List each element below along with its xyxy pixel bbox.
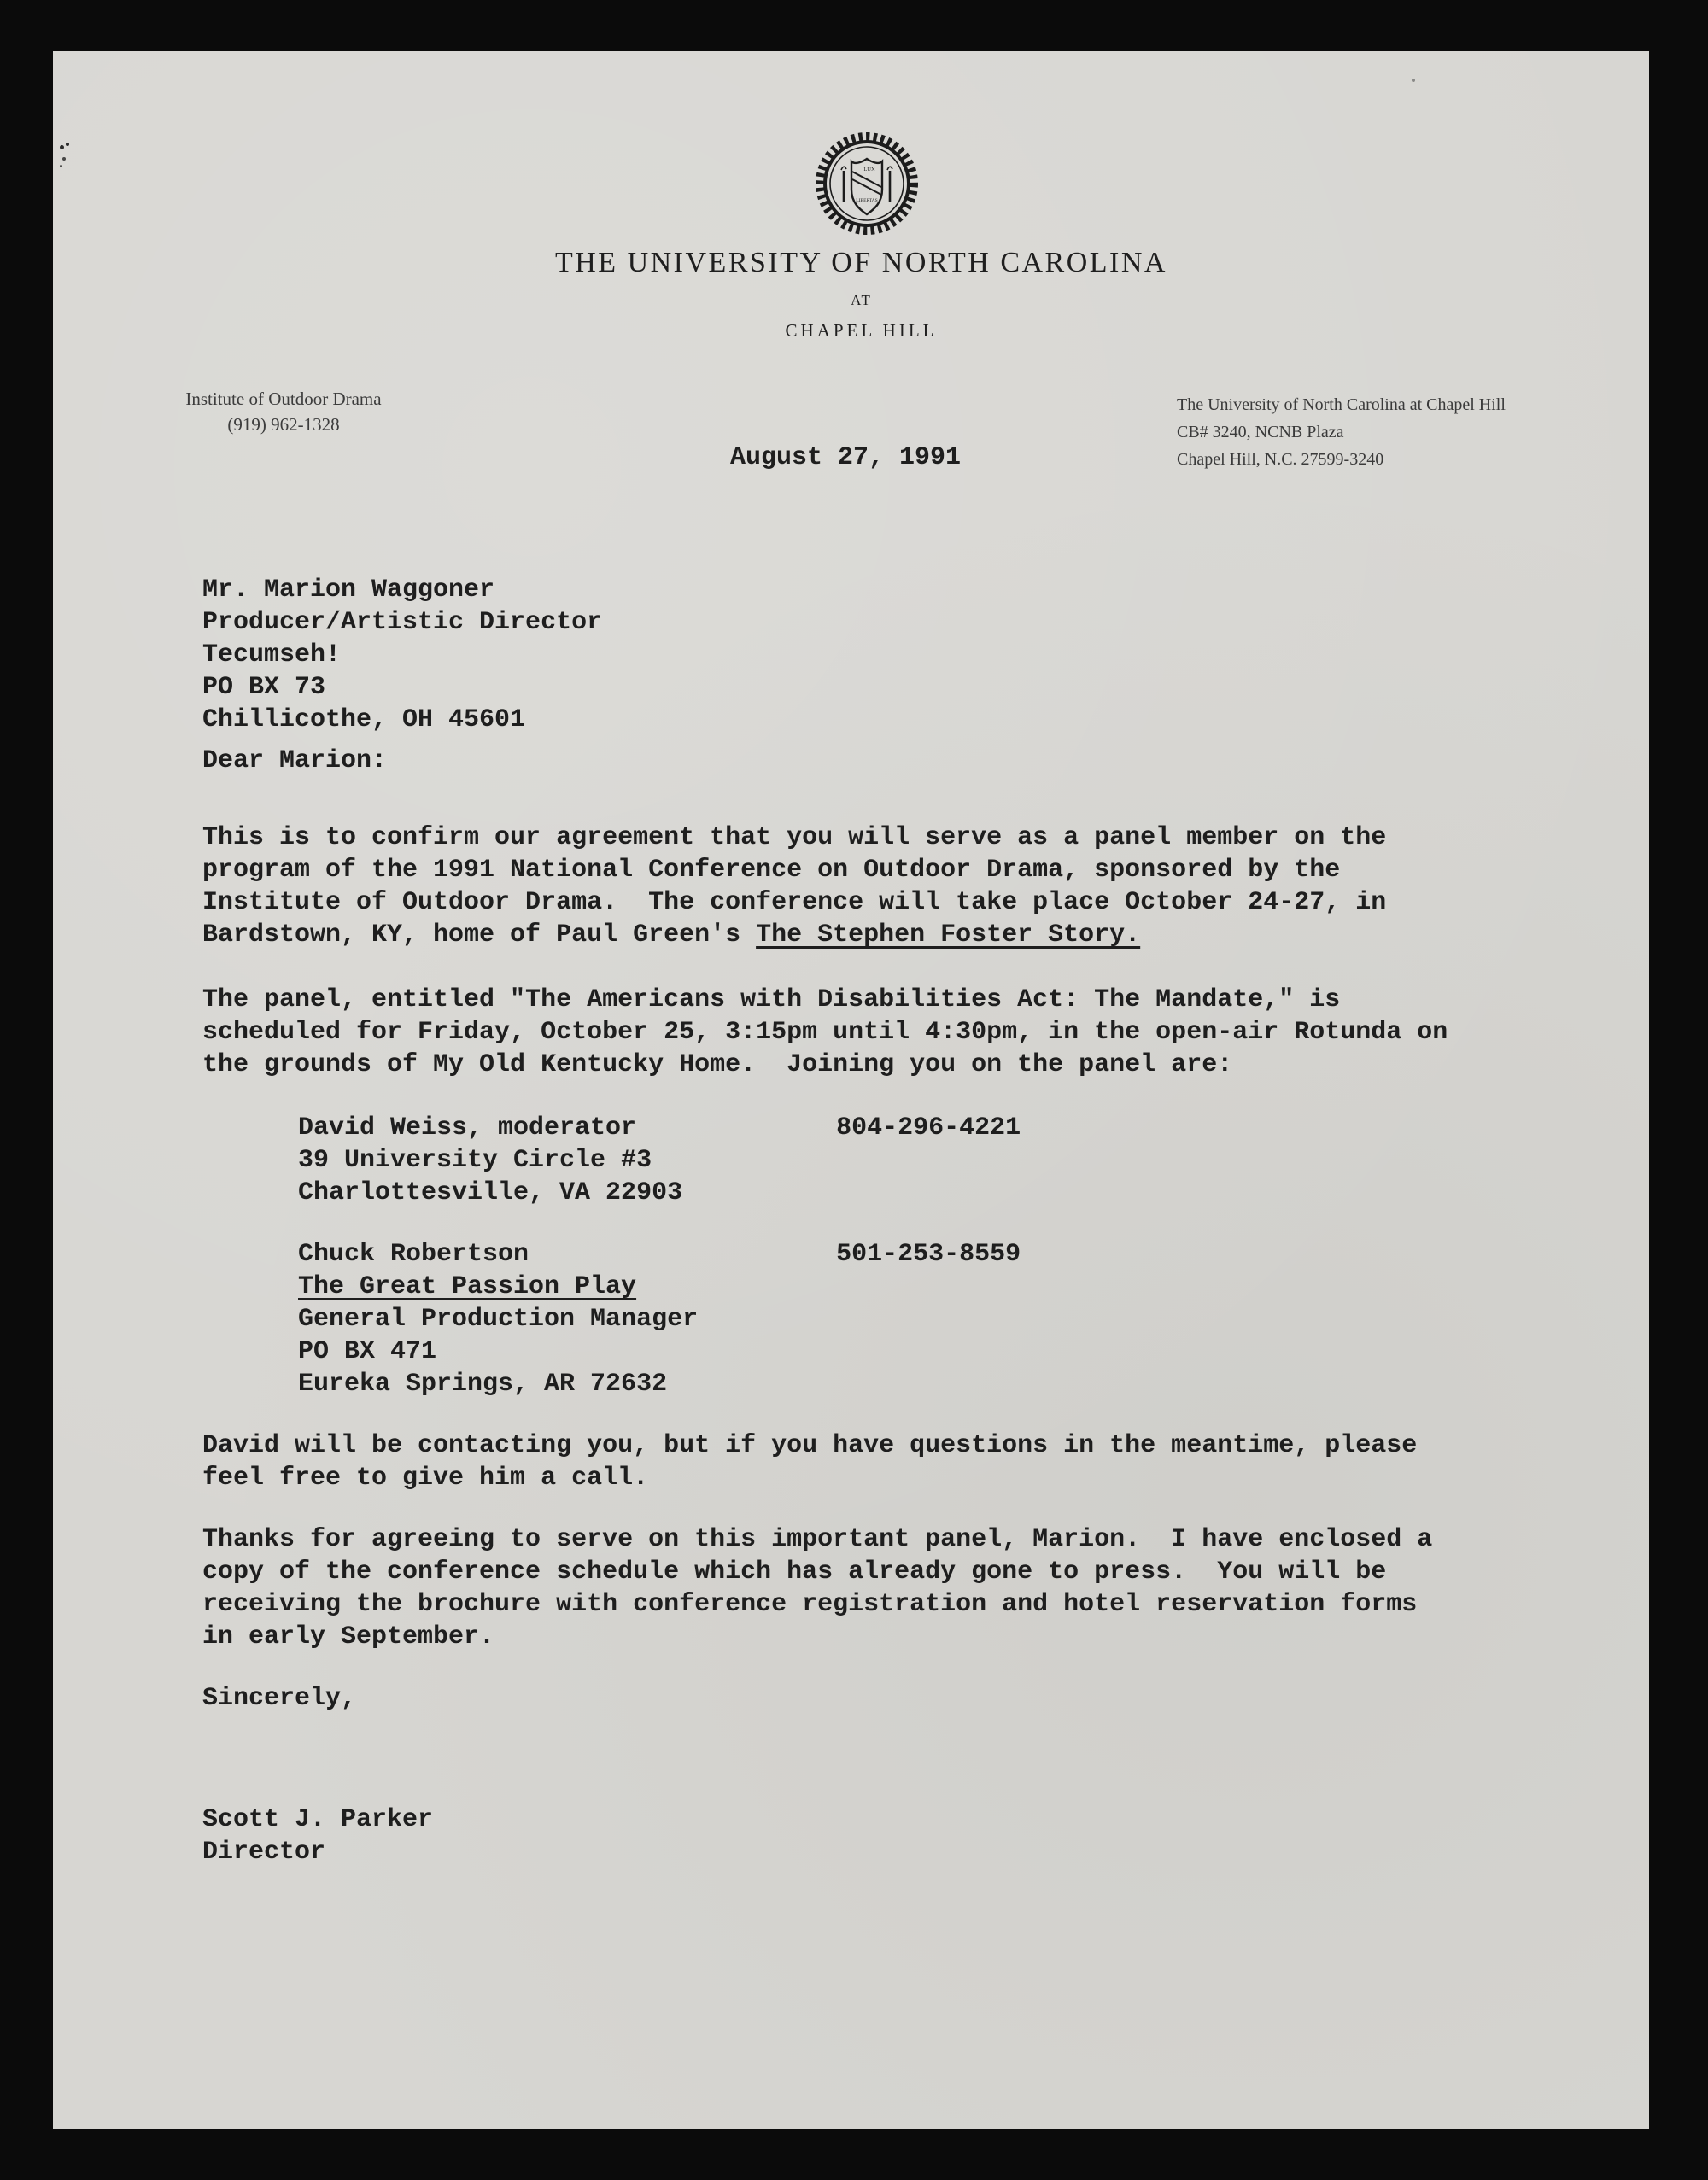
letter-body [202,574,1569,1868]
text-line: PO BX 471 [298,1337,437,1366]
text-line: The Great Passion Play [298,1272,637,1301]
text-line: Scott J. Parker [202,1805,434,1834]
text-line: Eureka Springs, AR 72632 [298,1370,668,1399]
panelist-david-weiss-block [298,1112,1569,1209]
text-line: in early September. [202,1622,495,1651]
scan-speck [66,143,69,146]
text-line: program of the 1991 National Conference on Outdoor Drama, sponsored by the [202,856,1341,885]
text-line: feel free to give him a call. [202,1464,649,1493]
signature-block [202,1803,1569,1868]
text-line: Charlottesville, VA 22903 [298,1178,683,1207]
text-line: Chuck Robertson 501-253-8559 [298,1240,1021,1269]
salutation: Dear Marion: [202,746,388,775]
text-line: receiving the brochure with conference registration and hotel reservation forms [202,1590,1418,1619]
university-seal-icon [813,130,921,237]
text-line: David Weiss, moderator 804-296-4221 [298,1113,1021,1143]
text-line: CB# 3240, NCNB Plaza [1177,423,1344,441]
text-line: Tecumseh! [202,640,342,669]
closing: Sincerely, [202,1684,357,1713]
text-line: Director [202,1838,326,1867]
text-line: Mr. Marion Waggoner [202,576,495,605]
letterhead [63,248,1659,342]
text-line: The University of North Carolina at Chapel Hill [1177,395,1506,414]
text-line: Chapel Hill, N.C. 27599-3240 [1177,450,1384,469]
scan-speck [62,157,66,161]
letter-date: August 27, 1991 [730,443,962,472]
letterhead-campus: CHAPEL HILL [785,320,938,341]
text-line: This is to confirm our agreement that you will serve as a panel member on the [202,823,1387,852]
recipient-address-block [202,574,1569,736]
scanned-letter-page [53,51,1649,2129]
department-phone: (919) 962-1328 [227,414,340,435]
scan-speck [60,145,64,149]
text-line: Producer/Artistic Director [202,608,603,637]
university-address-block [1177,391,1621,473]
text-line: Chillicothe, OH 45601 [202,705,526,734]
text-line: The panel, entitled "The Americans with Disabilities Act: The Mandate," is [202,985,1341,1014]
scan-speck [60,165,62,167]
text-line: scheduled for Friday, October 25, 3:15pm until 4:30pm, in the open-air Rotunda on [202,1018,1448,1047]
scan-speck [1412,79,1415,82]
text-line: Thanks for agreeing to serve on this important panel, Marion. I have enclosed a [202,1525,1433,1554]
paragraph-panel-details [202,984,1569,1081]
department-name: Institute of Outdoor Drama [185,389,382,409]
seal-motto-libertas: LIBERTAS [856,198,878,203]
text-line: PO BX 73 [202,673,326,702]
text-line: David will be contacting you, but if you have questions in the meantime, please [202,1431,1418,1460]
text-line: General Production Manager [298,1305,699,1334]
letterhead-at: AT [851,292,872,308]
text-line: the grounds of My Old Kentucky Home. Joining you on the panel are: [202,1050,1233,1079]
text-line: 39 University Circle #3 [298,1146,652,1175]
paragraph-confirmation [202,821,1569,951]
paragraph-thanks [202,1523,1569,1653]
department-block [164,386,403,437]
text-line: copy of the conference schedule which has already gone to press. You will be [202,1558,1387,1587]
letterhead-institution: THE UNIVERSITY OF NORTH CAROLINA [554,247,1167,278]
text-line: Institute of Outdoor Drama. The conference will take place October 24-27, in [202,888,1387,917]
seal-motto-lux: LUX [863,167,875,172]
panelist-chuck-robertson-block [298,1238,1569,1400]
paragraph-contact-info [202,1429,1569,1494]
text-line: Bardstown, KY, home of Paul Green's The Stephen Foster Story. [202,921,1141,950]
